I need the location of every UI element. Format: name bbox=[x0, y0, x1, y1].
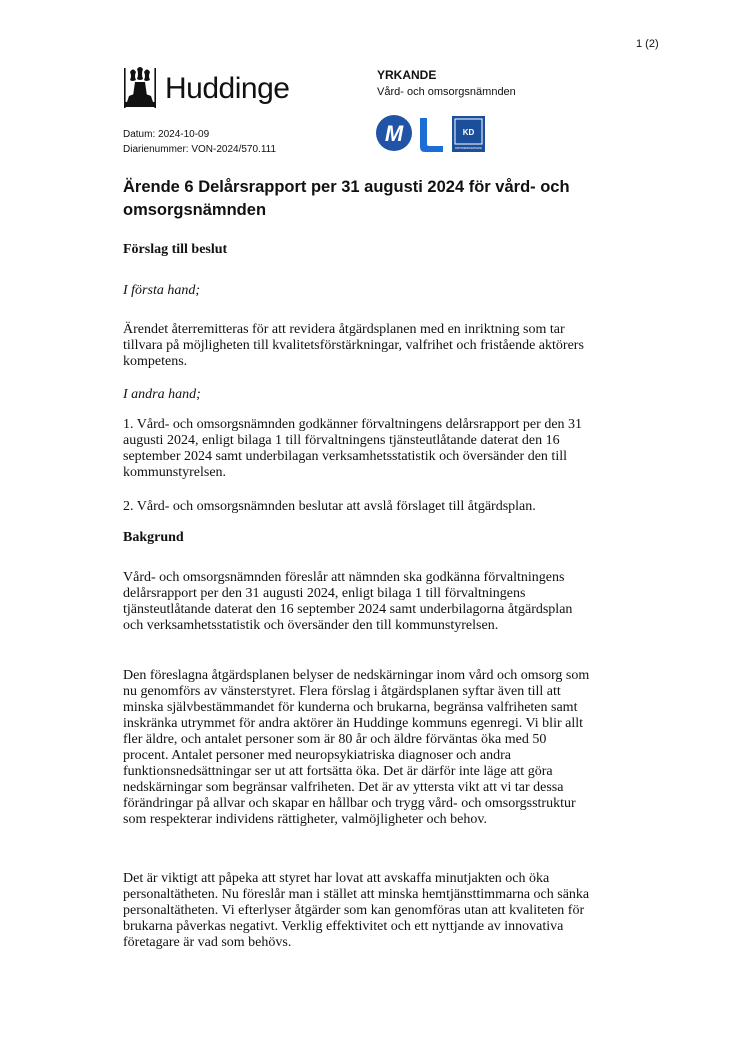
m-logo-letter: M bbox=[384, 121, 404, 146]
diary-number: Diarienummer: VON-2024/570.111 bbox=[123, 144, 277, 155]
kristdemokraterna-logo-icon bbox=[452, 116, 485, 152]
liberalerna-logo-icon bbox=[420, 118, 443, 152]
background-heading: Bakgrund bbox=[123, 530, 184, 545]
committee-name: Vård- och omsorgsnämnden bbox=[377, 86, 516, 98]
first-hand-text: Ärendet återremitteras för att revidera åtgärdsplanen med en inriktning som tar tillvara på möjligheten till kvalitetsförstärkningar, valfrihet och fristående aktörers kompetens. bbox=[123, 322, 584, 369]
background-paragraph-3: Det är viktigt att påpeka att styret har lovat att avskaffa minutjakten och öka personaltätheten. Nu föreslår man i stället att minska hemtjänsttimmarna och sänka personaltätheten. Vi efterlyser åtgärder som kan genomföras utan att kvaliteten för brukarna påverkas negativt. Verklig effektivitet och ett nyttjande av innovativa företagare är vad som behövs. bbox=[123, 871, 590, 950]
proposal-heading: Förslag till beslut bbox=[123, 242, 228, 257]
second-hand-label: I andra hand; bbox=[123, 387, 201, 402]
background-paragraph-1: Vård- och omsorgsnämnden föreslår att nämnden ska godkänna förvaltningens delårsrapport per den 31 augusti 2024, enligt bilaga 1 till förvaltningens tjänsteutlåtande daterat den 16 september 2024 samt underbilagorna åtgärdsplan och verksamhetsstatistik och översänder den till kommunstyrelsen. bbox=[123, 570, 573, 633]
kd-logo-letters: KD bbox=[462, 128, 475, 137]
party-logos bbox=[376, 114, 488, 159]
moderaterna-logo-icon bbox=[376, 115, 412, 151]
decision-item-1: 1. Vård- och omsorgsnämnden godkänner förvaltningens delårsrapport per den 31 augusti 2024, enligt bilaga 1 till förvaltningens tjänsteutlåtande daterat den 16 september 2024 samt underbilagan verksamhetsstatistik och översänder den till kommunstyrelsen. bbox=[123, 417, 583, 480]
huddinge-logo bbox=[123, 66, 293, 112]
document-type: YRKANDE bbox=[377, 68, 437, 82]
date-line: Datum: 2024-10-09 bbox=[123, 129, 210, 140]
first-hand-label: I första hand; bbox=[123, 283, 200, 298]
kd-logo-subtext: KRISTDEMOKRATERNA bbox=[454, 147, 483, 150]
decision-item-2: 2. Vård- och omsorgsnämnden beslutar att avslå förslaget till åtgärdsplan. bbox=[123, 499, 536, 514]
logo-text: Huddinge bbox=[165, 72, 290, 105]
huddinge-emblem-icon bbox=[123, 66, 157, 110]
page-number: 1 (2) bbox=[636, 38, 659, 50]
background-paragraph-2: Den föreslagna åtgärdsplanen belyser de nedskärningar inom vård och omsorg som nu genomförs av vänsterstyret. Flera förslag i åtgärdsplanen syftar även till att minska självbestämmandet för kunderna och brukarna, begränsa valfriheten samt inskränka utrymmet för andra aktörer än Huddinge kommuns egenregi. Vi blir allt fler äldre, och antalet personer som är 80 år och äldre förväntas öka med 50 procent. Antalet personer med neuropsykiatriska diagnoser och andra funktionsnedsättningar ser ut att fortsätta öka. Det är därför inte läge att göra nedskärningar som begränsar valfriheten. Det är av yttersta vikt att vi tar dessa förändringar på allvar och skapar en hållbar och trygg vård- och omsorgsstruktur som respekterar individens rättigheter, valmöjligheter och behov. bbox=[123, 668, 590, 827]
page-title: Ärende 6 Delårsrapport per 31 augusti 2024 för vård- och omsorgsnämnden bbox=[123, 178, 570, 219]
l-logo-letter: L bbox=[432, 141, 434, 142]
document-meta bbox=[123, 127, 276, 157]
